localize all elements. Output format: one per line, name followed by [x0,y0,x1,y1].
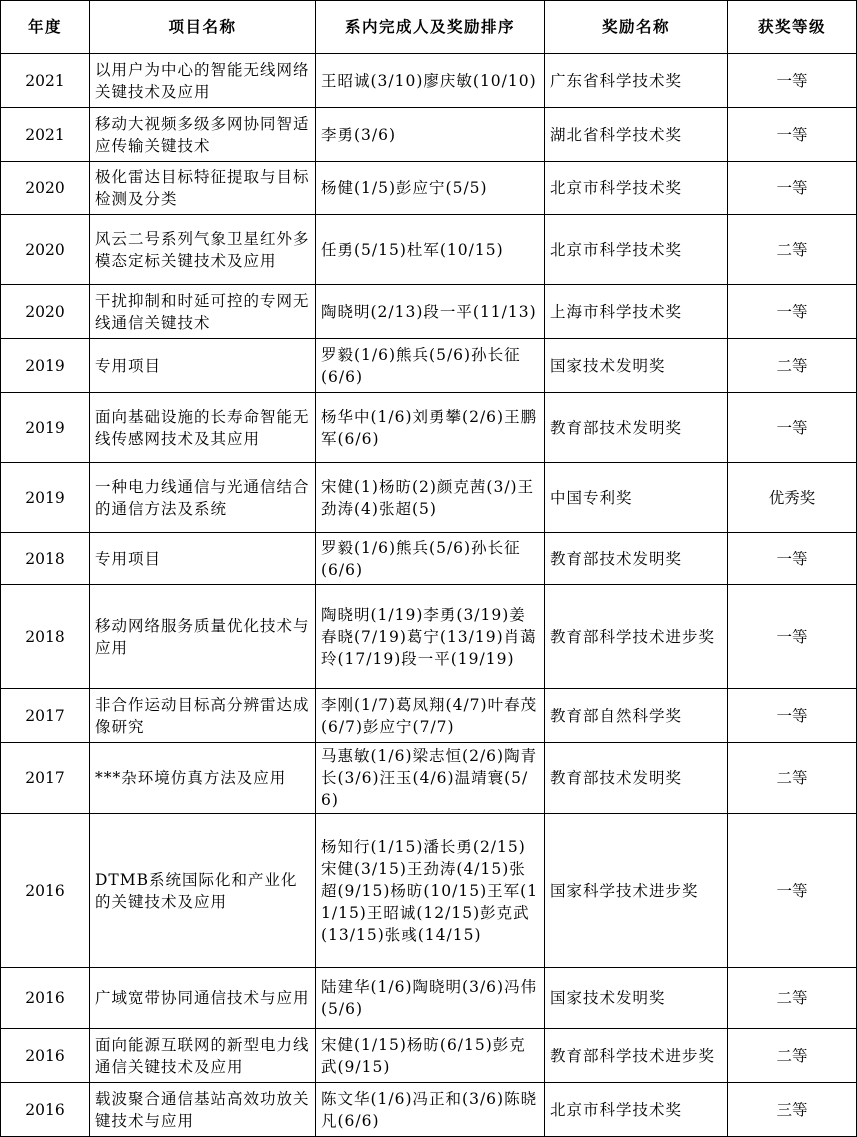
header-project-name: 项目名称 [90,1,316,54]
table-row [1,1029,857,1083]
project-name-cell: 干扰抑制和时延可控的专网无线通信关键技术 [90,285,316,339]
header-award-level: 获奖等级 [728,1,857,54]
table-row [1,1083,857,1137]
year-cell: 2016 [1,968,90,1029]
people-cell: 杨知行(1/15)潘长勇(2/15)宋健(3/15)王劲涛(4/15)张超(9/15)杨昉(10/15)王军(11/15)王昭诚(12/15)彭克武(13/15)张彧(14/15) [316,814,545,968]
year-cell: 2018 [1,533,90,585]
award-level-cell: 二等 [728,215,857,285]
people-cell: 宋健(1)杨昉(2)颜克茜(3/)王劲涛(4)张超(5) [316,463,545,533]
award-level-cell: 二等 [728,339,857,393]
table-row [1,54,857,108]
people-cell: 陶晓明(1/19)李勇(3/19)姜春晓(7/19)葛宁(13/19)肖蔼玲(17/19)段一平(19/19) [316,585,545,689]
year-cell: 2020 [1,162,90,215]
award-level-cell: 一等 [728,814,857,968]
year-cell: 2018 [1,585,90,689]
award-name-cell: 教育部技术发明奖 [545,743,728,814]
award-name-cell: 广东省科学技术奖 [545,54,728,108]
project-name-cell: 以用户为中心的智能无线网络关键技术及应用 [90,54,316,108]
award-name-cell: 教育部技术发明奖 [545,533,728,585]
people-cell: 罗毅(1/6)熊兵(5/6)孙长征(6/6) [316,533,545,585]
people-cell: 李刚(1/7)葛凤翔(4/7)叶春茂(6/7)彭应宁(7/7) [316,689,545,743]
award-name-cell: 国家技术发明奖 [545,339,728,393]
award-name-cell: 教育部科学技术进步奖 [545,585,728,689]
project-name-cell: 专用项目 [90,339,316,393]
award-name-cell: 湖北省科学技术奖 [545,108,728,162]
award-name-cell: 国家科学技术进步奖 [545,814,728,968]
year-cell: 2020 [1,285,90,339]
project-name-cell: 面向能源互联网的新型电力线通信关键技术及应用 [90,1029,316,1083]
award-level-cell: 一等 [728,108,857,162]
award-name-cell: 中国专利奖 [545,463,728,533]
project-name-cell: 移动大视频多级多网协同智适应传输关键技术 [90,108,316,162]
project-name-cell: 面向基础设施的长寿命智能无线传感网技术及其应用 [90,393,316,463]
award-level-cell: 优秀奖 [728,463,857,533]
header-year: 年度 [1,1,90,54]
award-level-cell: 一等 [728,393,857,463]
award-name-cell: 教育部科学技术进步奖 [545,1029,728,1083]
award-level-cell: 一等 [728,162,857,215]
people-cell: 陈文华(1/6)冯正和(3/6)陈晓凡(6/6) [316,1083,545,1137]
project-name-cell: DTMB系统国际化和产业化的关键技术及应用 [90,814,316,968]
table-row [1,814,857,968]
project-name-cell: ***杂环境仿真方法及应用 [90,743,316,814]
people-cell: 杨健(1/5)彭应宁(5/5) [316,162,545,215]
year-cell: 2019 [1,339,90,393]
award-name-cell: 教育部自然科学奖 [545,689,728,743]
award-level-cell: 三等 [728,1083,857,1137]
table-row [1,585,857,689]
project-name-cell: 载波聚合通信基站高效功放关键技术与应用 [90,1083,316,1137]
header-people: 系内完成人及奖励排序 [316,1,545,54]
year-cell: 2020 [1,215,90,285]
project-name-cell: 风云二号系列气象卫星红外多模态定标关键技术及应用 [90,215,316,285]
award-name-cell: 北京市科学技术奖 [545,1083,728,1137]
award-level-cell: 二等 [728,743,857,814]
people-cell: 任勇(5/15)杜军(10/15) [316,215,545,285]
people-cell: 王昭诚(3/10)廖庆敏(10/10) [316,54,545,108]
table-row [1,463,857,533]
project-name-cell: 专用项目 [90,533,316,585]
award-level-cell: 一等 [728,285,857,339]
people-cell: 陶晓明(2/13)段一平(11/13) [316,285,545,339]
header-row [1,1,857,54]
year-cell: 2017 [1,743,90,814]
award-level-cell: 二等 [728,968,857,1029]
table-row [1,393,857,463]
year-cell: 2016 [1,814,90,968]
table-row [1,285,857,339]
table-row [1,162,857,215]
year-cell: 2019 [1,393,90,463]
award-name-cell: 北京市科学技术奖 [545,162,728,215]
award-name-cell: 北京市科学技术奖 [545,215,728,285]
people-cell: 杨华中(1/6)刘勇攀(2/6)王鹏军(6/6) [316,393,545,463]
year-cell: 2021 [1,54,90,108]
award-name-cell: 教育部技术发明奖 [545,393,728,463]
project-name-cell: 极化雷达目标特征提取与目标检测及分类 [90,162,316,215]
project-name-cell: 一种电力线通信与光通信结合的通信方法及系统 [90,463,316,533]
header-award-name: 奖励名称 [545,1,728,54]
table-row [1,339,857,393]
project-name-cell: 非合作运动目标高分辨雷达成像研究 [90,689,316,743]
table-row [1,108,857,162]
people-cell: 罗毅(1/6)熊兵(5/6)孙长征(6/6) [316,339,545,393]
table-row [1,533,857,585]
year-cell: 2017 [1,689,90,743]
table-row [1,689,857,743]
people-cell: 陆建华(1/6)陶晓明(3/6)冯伟(5/6) [316,968,545,1029]
award-level-cell: 一等 [728,533,857,585]
award-name-cell: 国家技术发明奖 [545,968,728,1029]
award-level-cell: 一等 [728,54,857,108]
award-name-cell: 上海市科学技术奖 [545,285,728,339]
table-row [1,215,857,285]
people-cell: 李勇(3/6) [316,108,545,162]
year-cell: 2016 [1,1083,90,1137]
people-cell: 宋健(1/15)杨昉(6/15)彭克武(9/15) [316,1029,545,1083]
year-cell: 2019 [1,463,90,533]
table-row [1,743,857,814]
award-level-cell: 二等 [728,1029,857,1083]
award-level-cell: 一等 [728,689,857,743]
project-name-cell: 移动网络服务质量优化技术与应用 [90,585,316,689]
project-name-cell: 广域宽带协同通信技术与应用 [90,968,316,1029]
year-cell: 2021 [1,108,90,162]
table-row [1,968,857,1029]
award-level-cell: 一等 [728,585,857,689]
year-cell: 2016 [1,1029,90,1083]
people-cell: 马惠敏(1/6)梁志恒(2/6)陶青长(3/6)汪玉(4/6)温靖寰(5/6) [316,743,545,814]
